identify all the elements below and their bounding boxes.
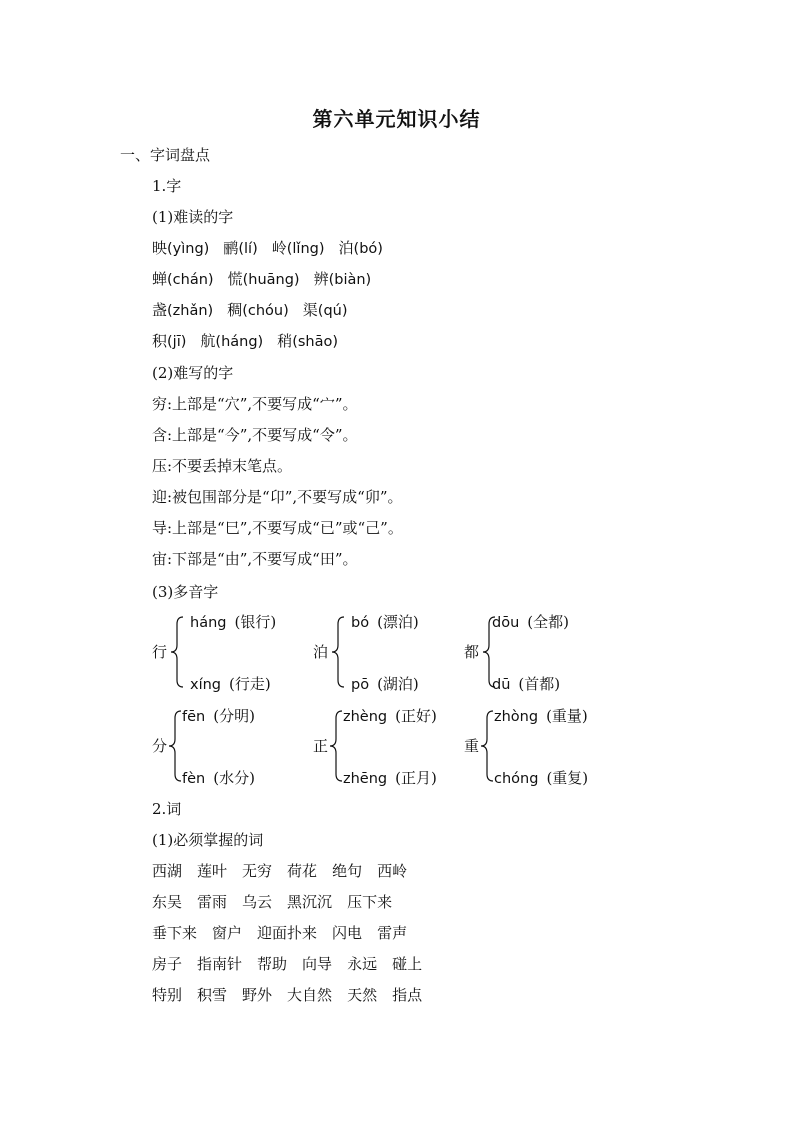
example-word: (正月) [395, 769, 437, 787]
brace-icon [331, 616, 345, 688]
polyphone-reading [190, 674, 271, 695]
word-row [152, 985, 437, 1005]
polyphone-char: 重 [464, 737, 480, 755]
words-heading: (1)必须掌握的词 [152, 831, 264, 849]
example-word: (分明) [213, 707, 255, 725]
pinyin: (lǐng) [286, 241, 325, 257]
polyphone-reading [351, 612, 419, 633]
word: 乌云 [242, 893, 273, 911]
pinyin: (chóu) [242, 303, 289, 319]
word: 黑沉沉 [287, 893, 333, 911]
pinyin: chóng [494, 771, 539, 787]
pinyin: zhòng [494, 709, 539, 725]
word-row [152, 954, 437, 974]
hard-write-item: 宙:下部是“由”,不要写成“田”。 [152, 550, 358, 568]
example-word: (行走) [229, 675, 271, 693]
example-word: (重量) [546, 707, 588, 725]
word: 西湖 [152, 862, 183, 880]
hanzi: 航 [200, 332, 216, 350]
pinyin: (jī) [167, 334, 187, 350]
pinyin: xíng [190, 677, 222, 693]
word: 无穷 [242, 862, 273, 880]
polyphone-reading [494, 768, 588, 789]
pinyin: (chán) [167, 272, 214, 288]
pinyin: dū [492, 677, 511, 693]
hard-read-row [152, 238, 383, 259]
hard-write-item: 压:不要丢掉末笔点。 [152, 457, 293, 475]
word: 永远 [347, 955, 378, 973]
word-row [152, 892, 407, 912]
pinyin: zhēng [343, 771, 388, 787]
word: 压下来 [347, 893, 393, 911]
polyphone-reading [190, 612, 276, 633]
page-title: 第六单元知识小结 [312, 107, 481, 131]
brace-icon [168, 710, 182, 782]
polyphone-char: 正 [313, 737, 329, 755]
section-heading: 一、字词盘点 [120, 146, 211, 164]
hanzi: 蝉 [152, 270, 168, 288]
word: 雷雨 [197, 893, 228, 911]
example-word: (漂泊) [377, 613, 419, 631]
word: 指点 [392, 986, 423, 1004]
word: 特别 [152, 986, 183, 1004]
pinyin: pō [351, 677, 370, 693]
polyphone-reading [492, 674, 560, 695]
brace-icon [480, 710, 494, 782]
polyphone-reading [494, 706, 588, 727]
pinyin: (qú) [317, 303, 348, 319]
pinyin: bó [351, 615, 370, 631]
polyphone-char: 都 [464, 643, 480, 661]
hanzi: 渠 [302, 301, 318, 319]
subsection-heading-words: 2.词 [152, 800, 182, 818]
word: 绝句 [332, 862, 363, 880]
pinyin: (zhǎn) [167, 303, 214, 319]
polyphone-group [464, 612, 634, 694]
polyphone-reading [492, 612, 569, 633]
word: 积雪 [197, 986, 228, 1004]
polyphone-group [152, 612, 322, 694]
hanzi: 积 [152, 332, 168, 350]
word: 天然 [347, 986, 378, 1004]
hard-read-row [152, 269, 371, 290]
polyphone-char: 行 [152, 643, 168, 661]
hanzi: 鹂 [223, 239, 239, 257]
pinyin: (huāng) [242, 272, 300, 288]
pinyin: fēn [182, 709, 206, 725]
example-word: (湖泊) [377, 675, 419, 693]
hard-write-item: 含:上部是“今”,不要写成“令”。 [152, 426, 358, 444]
pinyin: (háng) [215, 334, 264, 350]
word: 东吴 [152, 893, 183, 911]
pinyin: háng [190, 615, 227, 631]
hard-read-row [152, 331, 338, 352]
subsection-heading: 1.字 [152, 177, 182, 195]
word: 向导 [302, 955, 333, 973]
word: 房子 [152, 955, 183, 973]
hanzi: 稍 [277, 332, 293, 350]
word: 荷花 [287, 862, 318, 880]
hanzi: 映 [152, 239, 168, 257]
hard-write-item: 迎:被包围部分是“卬”,不要写成“卯”。 [152, 488, 403, 506]
hanzi: 岭 [271, 239, 287, 257]
word-row [152, 861, 422, 881]
example-word: (全都) [527, 613, 569, 631]
example-word: (重复) [546, 769, 589, 787]
word: 垂下来 [152, 924, 198, 942]
hanzi: 辨 [313, 270, 329, 288]
polyphone-char: 泊 [313, 643, 329, 661]
polyphone-reading [343, 706, 437, 727]
polyphone-group [313, 706, 483, 788]
pinyin: dōu [492, 615, 520, 631]
word: 雷声 [377, 924, 408, 942]
brace-icon [329, 710, 343, 782]
hard-read-row [152, 300, 348, 321]
polyphone-group [152, 706, 322, 788]
word: 碰上 [392, 955, 423, 973]
hanzi: 稠 [227, 301, 243, 319]
polyphone-heading: (3)多音字 [152, 583, 219, 601]
pinyin: (yìng) [167, 241, 210, 257]
hard-write-item: 导:上部是“巳”,不要写成“已”或“己”。 [152, 519, 403, 537]
word: 大自然 [287, 986, 333, 1004]
word: 野外 [242, 986, 273, 1004]
polyphone-reading [182, 706, 255, 727]
pinyin: fèn [182, 771, 206, 787]
pinyin: (lí) [238, 241, 258, 257]
pinyin: (biàn) [328, 272, 372, 288]
example-word: (水分) [213, 769, 255, 787]
polyphone-group [313, 612, 483, 694]
pinyin: zhèng [343, 709, 388, 725]
word: 西岭 [377, 862, 408, 880]
polyphone-reading [182, 768, 255, 789]
brace-icon [170, 616, 184, 688]
word: 指南针 [197, 955, 243, 973]
hanzi: 泊 [338, 239, 354, 257]
polyphone-group [464, 706, 634, 788]
hanzi: 慌 [227, 270, 243, 288]
polyphone-reading [343, 768, 437, 789]
word-row [152, 923, 422, 943]
word: 闪电 [332, 924, 363, 942]
example-word: (银行) [234, 613, 277, 631]
word: 帮助 [257, 955, 288, 973]
polyphone-char: 分 [152, 737, 168, 755]
hard-write-heading: (2)难写的字 [152, 364, 234, 382]
word: 窗户 [212, 924, 243, 942]
polyphone-reading [351, 674, 419, 695]
pinyin: (shāo) [292, 334, 339, 350]
pinyin: (bó) [353, 241, 383, 257]
word: 迎面扑来 [257, 924, 318, 942]
example-word: (首都) [518, 675, 561, 693]
hard-write-item: 穷:上部是“穴”,不要写成“宀”。 [152, 395, 358, 413]
example-word: (正好) [395, 707, 437, 725]
hanzi: 盏 [152, 301, 168, 319]
hard-read-heading: (1)难读的字 [152, 208, 234, 226]
word: 莲叶 [197, 862, 228, 880]
